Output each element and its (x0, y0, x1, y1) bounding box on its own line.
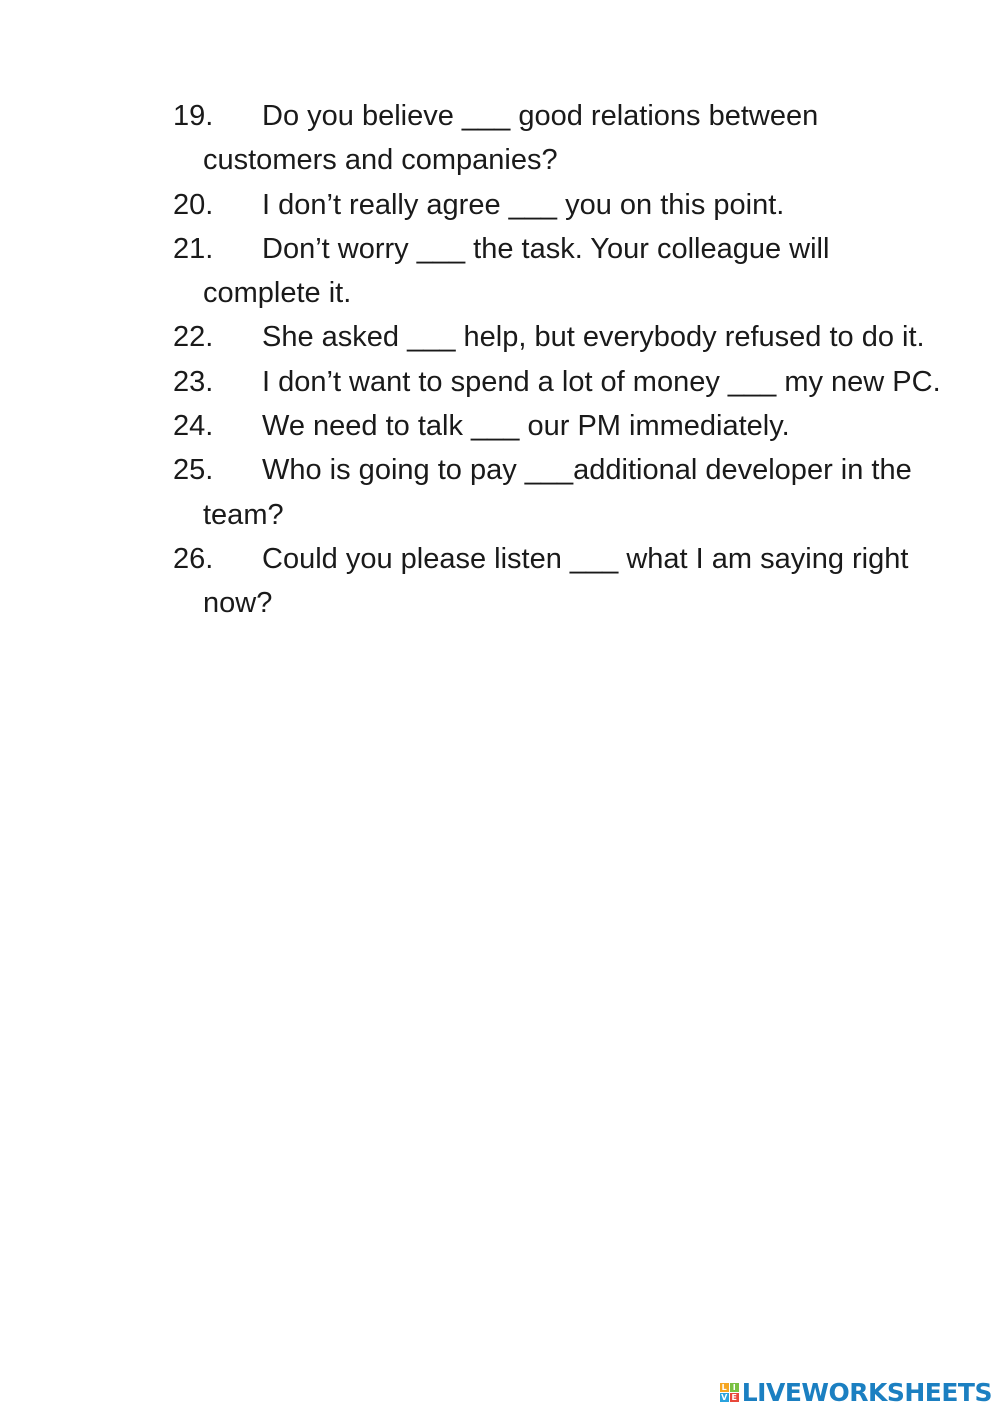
exercise-item-19 (173, 94, 943, 183)
item-sentence: She asked ___ help, but everybody refused to do it. (262, 321, 925, 354)
item-number: 25. (173, 454, 214, 487)
item-number: 21. (173, 232, 214, 265)
item-sentence: Do you believe ___ good relations between customers and companies? (203, 100, 819, 177)
item-sentence: Don’t worry ___ the task. Your colleague will complete it. (203, 232, 830, 310)
logo-mark-icon: L I V E (721, 1382, 737, 1402)
item-number: 26. (173, 542, 214, 575)
item-number: 24. (173, 410, 214, 443)
exercise-item-21 (173, 227, 943, 316)
exercise-list (173, 94, 943, 626)
exercise-item-23 (173, 360, 943, 404)
item-number: 23. (173, 365, 214, 398)
exercise-item-24 (173, 404, 943, 448)
exercise-item-26 (173, 537, 943, 626)
exercise-item-22 (173, 315, 943, 359)
item-number: 19. (173, 100, 214, 132)
exercise-item-20 (173, 183, 943, 227)
exercise-item-25 (173, 448, 943, 537)
liveworksheets-logo[interactable] (720, 1377, 992, 1407)
item-sentence: I don’t really agree ___ you on this point. (262, 188, 785, 221)
item-number: 20. (173, 188, 214, 221)
item-sentence: I don’t want to spend a lot of money ___ my new PC. (262, 365, 941, 398)
item-sentence: Who is going to pay ___additional developer in the team? (203, 454, 912, 531)
item-sentence: We need to talk ___ our PM immediately. (262, 410, 790, 443)
item-number: 22. (173, 321, 214, 354)
logo-text: LIVEWORKSHEETS (741, 1377, 992, 1407)
item-sentence: Could you please listen ___ what I am saying right now? (203, 542, 909, 620)
